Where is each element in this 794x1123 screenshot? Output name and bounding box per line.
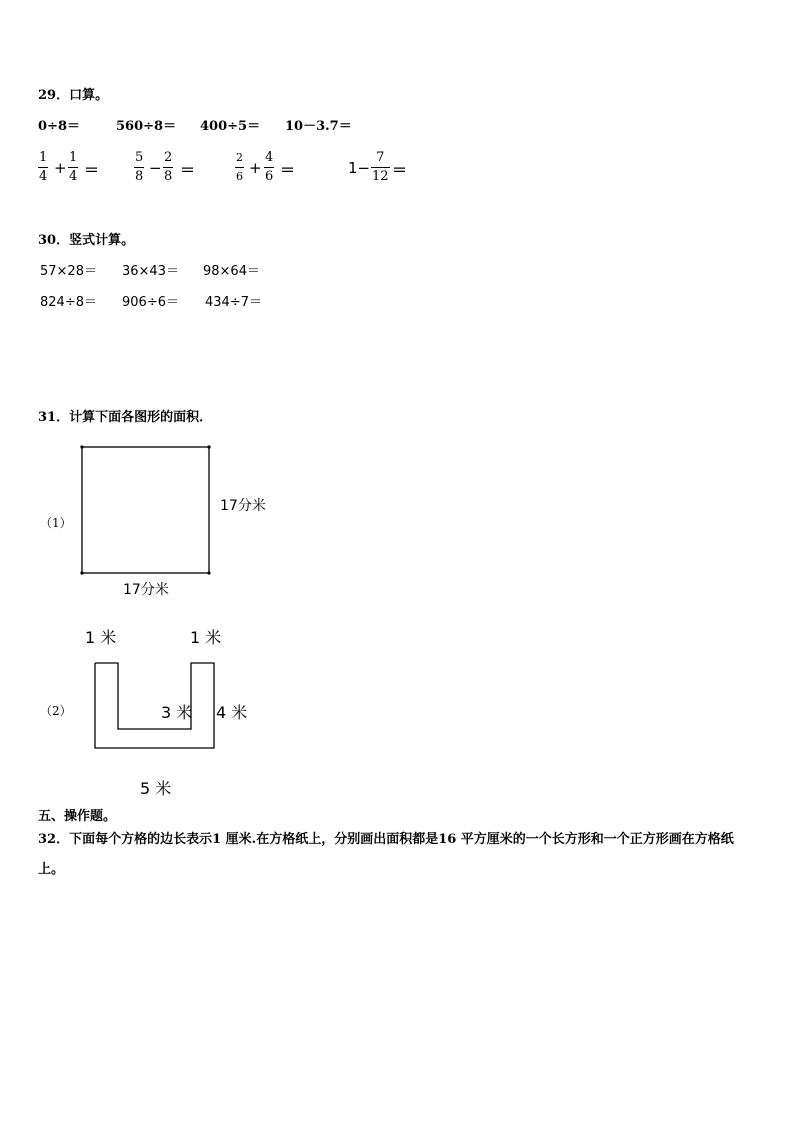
denominator: 8 (164, 169, 173, 184)
numerator: 2 (236, 151, 243, 164)
figure-2-label: （2） (40, 704, 72, 718)
equals-sign: ＝ (392, 161, 408, 179)
equals-sign: ＝ (180, 161, 196, 179)
fraction-bar (235, 167, 244, 168)
fraction-bar (68, 167, 78, 168)
square-side-bottom-label: 17分米 (123, 582, 169, 598)
fraction-bar (134, 167, 144, 168)
denominator: 8 (135, 169, 144, 184)
numerator: 2 (164, 150, 173, 165)
square-side-right-label: 17分米 (220, 498, 266, 514)
q31-title: 31．计算下面各图形的面积． (38, 410, 213, 425)
q30-item-4: 824÷8＝ (40, 295, 97, 310)
q29-item-2: 560÷8＝ (116, 119, 177, 134)
fraction-2b (163, 150, 173, 184)
q30-item-5: 906÷6＝ (122, 295, 179, 310)
equals-sign: ＝ (280, 161, 296, 179)
section-5-title: 五、操作题。 (38, 809, 117, 824)
minus-operator: − (149, 159, 162, 177)
fraction-4b (371, 150, 390, 184)
equals-sign: ＝ (84, 161, 100, 179)
numerator: 4 (265, 150, 274, 165)
fraction-bar (371, 167, 390, 168)
q30-item-1: 57×28＝ (40, 264, 97, 279)
q30-item-3: 98×64＝ (203, 264, 260, 279)
u-shape-figure (92, 659, 218, 751)
q32-text: 32．下面每个方格的边长表示1 厘米.在方格纸上，分别画出面积都是16 平方厘米的一个长方形和一个正方形画在方格纸上。 (38, 832, 734, 877)
q29-title: 29．口算。 (38, 88, 109, 103)
denominator: 4 (39, 169, 48, 184)
u-outer-height-label: 4 米 (216, 703, 248, 722)
q29-item-3: 400÷5＝ (200, 119, 261, 134)
q29-item-1: 0÷8＝ (38, 119, 80, 134)
q30-title: 30．竖式计算。 (38, 233, 135, 248)
u-top-left-label: 1 米 (85, 628, 117, 647)
fraction-bar (163, 167, 173, 168)
u-bottom-width-label: 5 米 (140, 779, 172, 798)
fraction-bar (38, 167, 48, 168)
fraction-1a (38, 150, 48, 184)
numerator: 5 (135, 150, 144, 165)
fraction-3b (264, 150, 274, 184)
denominator: 6 (265, 169, 274, 184)
square-figure (78, 443, 214, 577)
q29-item-4: 10－3.7＝ (285, 119, 352, 134)
one-minus: 1− (348, 159, 371, 177)
fraction-2a (134, 150, 144, 184)
denominator: 12 (372, 169, 389, 184)
numerator: 7 (376, 150, 385, 165)
q30-item-2: 36×43＝ (122, 264, 179, 279)
denominator: 4 (69, 169, 78, 184)
u-inner-height-label: 3 米 (161, 703, 193, 722)
q30-item-6: 434÷7＝ (205, 295, 262, 310)
plus-operator: + (54, 159, 67, 177)
figure-1-label: （1） (40, 516, 72, 530)
numerator: 1 (39, 150, 48, 165)
denominator: 6 (236, 170, 243, 183)
fraction-1b (68, 150, 78, 184)
fraction-3a (235, 150, 244, 184)
plus-operator: + (249, 159, 262, 177)
numerator: 1 (69, 150, 78, 165)
u-top-right-label: 1 米 (190, 628, 222, 647)
fraction-bar (264, 167, 274, 168)
